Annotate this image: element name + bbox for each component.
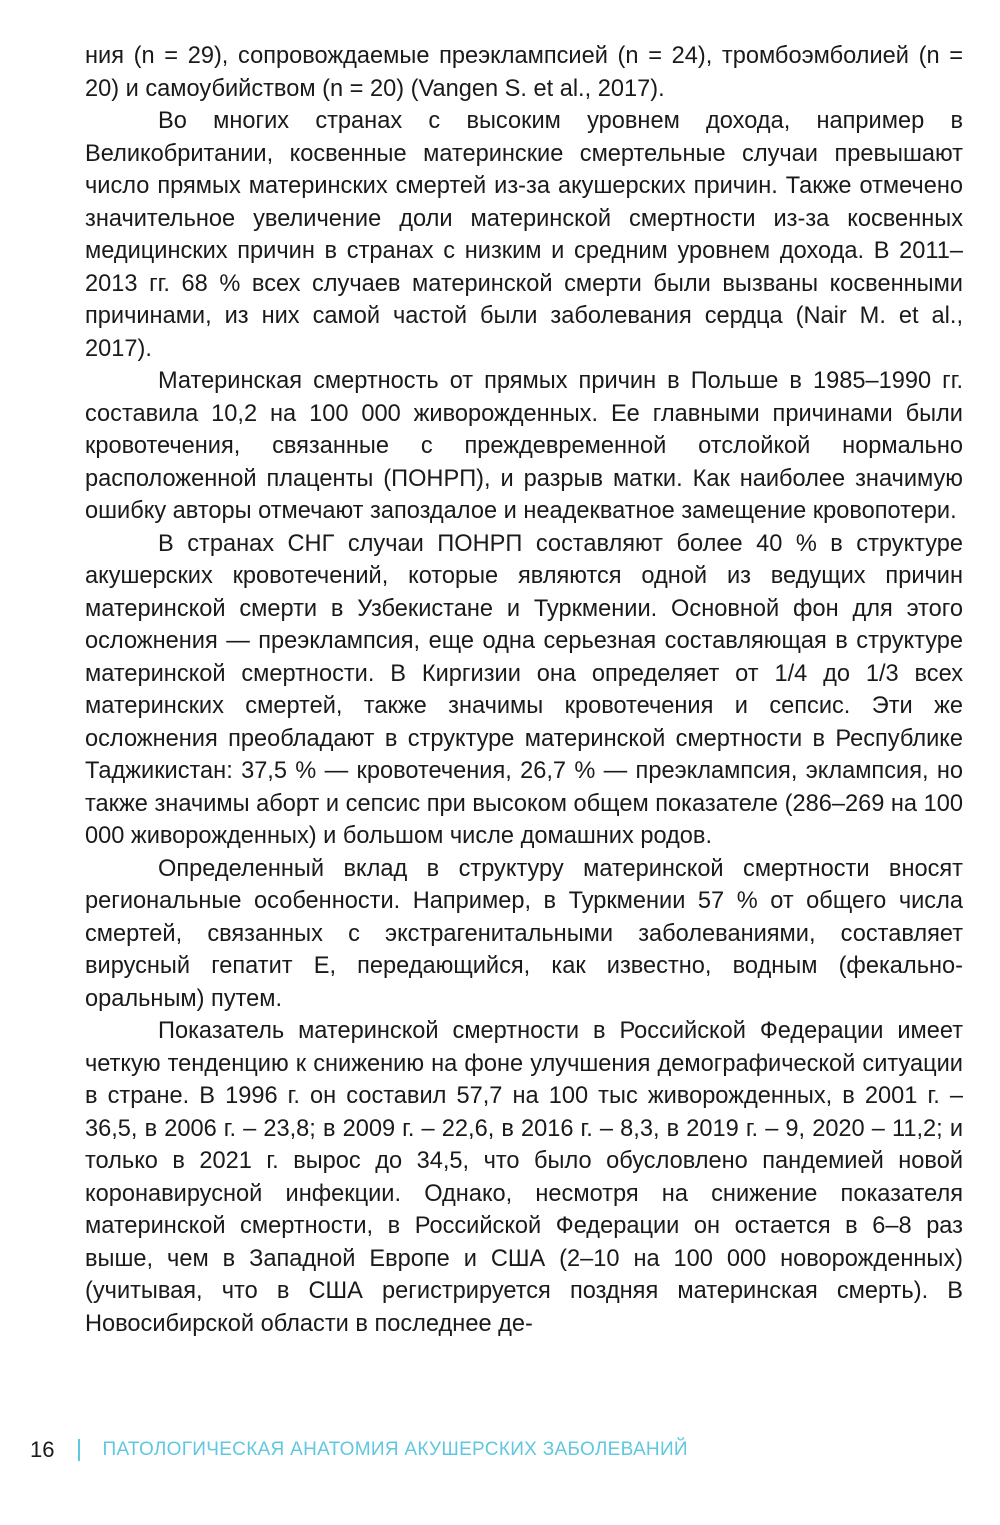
paragraph-3: Материнская смертность от прямых причин в Польше в 1985–1990 гг. составила 10,2 на 100 000 живорожденных. Ее главными причинами были кровотечения, связанные с преждевременной отслойкой нормально расположенной плаценты (ПОНРП), и разрыв матки. Как наиболее значимую ошибку авторы отмечают запоздалое и неадекватное замещение кровопотери. <box>85 368 963 524</box>
running-title: ПАТОЛОГИЧЕСКАЯ АНАТОМИЯ АКУШЕРСКИХ ЗАБОЛЕВАНИЙ <box>102 1439 688 1460</box>
page-number: 16 <box>30 1437 55 1462</box>
paragraph-1: ния (n = 29), сопровождаемые преэклампсией (n = 24), тромбоэмболией (n = 20) и самоубийством (n = 20) (Vangen S. et al., 2017). <box>85 43 963 102</box>
paragraph-6: Показатель материнской смертности в Российской Федерации имеет четкую тенденцию к снижению на фоне улучшения демографической ситуации в стране. В 1996 г. он составил 57,7 на 100 тыс живорожденных, в 2001 г. – 36,5, в 2006 г. – 23,8; в 2009 г. – 22,6, в 2016 г. – 8,3, в 2019 г. – 9, 2020 – 11,2; и только в 2021 г. вырос до 34,5, что было обусловлено пандемией новой коронавирусной инфекции. Однако, несмотря на снижение показателя материнской смертности, в Российской Федерации он остается в 6–8 раз выше, чем в Западной Европе и США (2–10 на 100 000 новорожденных) (учитывая, что в США регистрируется поздняя материнская смерть). В Новосибирской области в последнее де- <box>85 1018 963 1337</box>
page-footer <box>30 1432 688 1468</box>
paragraph-2: Во многих странах с высоким уровнем дохода, например в Великобритании, косвенные материнские смертельные случаи превышают число прямых материнских смертей из-за акушерских причин. Также отмечено значительное увеличение доли материнской смертности из-за косвенных медицинских причин в странах с низким и средним уровнем дохода. В 2011–2013 гг. 68 % всех случаев материнской смерти были вызваны косвенными причинами, из них самой частой были заболевания сердца (Nair M. et al., 2017). <box>85 108 963 362</box>
paragraph-5: Определенный вклад в структуру материнской смертности вносят региональные особенности. Например, в Туркмении 57 % от общего числа смертей, связанных с экстрагенитальными заболеваниями, составляет вирусный гепатит Е, передающийся, как известно, водным (фекально-оральным) путем. <box>85 855 963 1012</box>
body-text <box>85 40 963 1340</box>
paragraph-4: В странах СНГ случаи ПОНРП составляют более 40 % в структуре акушерских кровотечений, которые являются одной из ведущих причин материнской смерти в Узбекистане и Туркмении. Основной фон для этого осложнения — преэклампсия, еще одна серьезная составляющая в структуре материнской смертности. В Киргизии она определяет от 1/4 до 1/3 всех материнских смертей, также значимы кровотечения и сепсис. Эти же осложнения преобладают в структуре материнской смертности в Республике Таджикистан: 37,5 % — кровотечения, 26,7 % — преэклампсия, эклампсия, но также значимы аборт и сепсис при высоком общем показателе (286–269 на 100 000 живорожденных) и большом числе домашних родов. <box>85 530 963 849</box>
footer-divider <box>78 1439 80 1461</box>
